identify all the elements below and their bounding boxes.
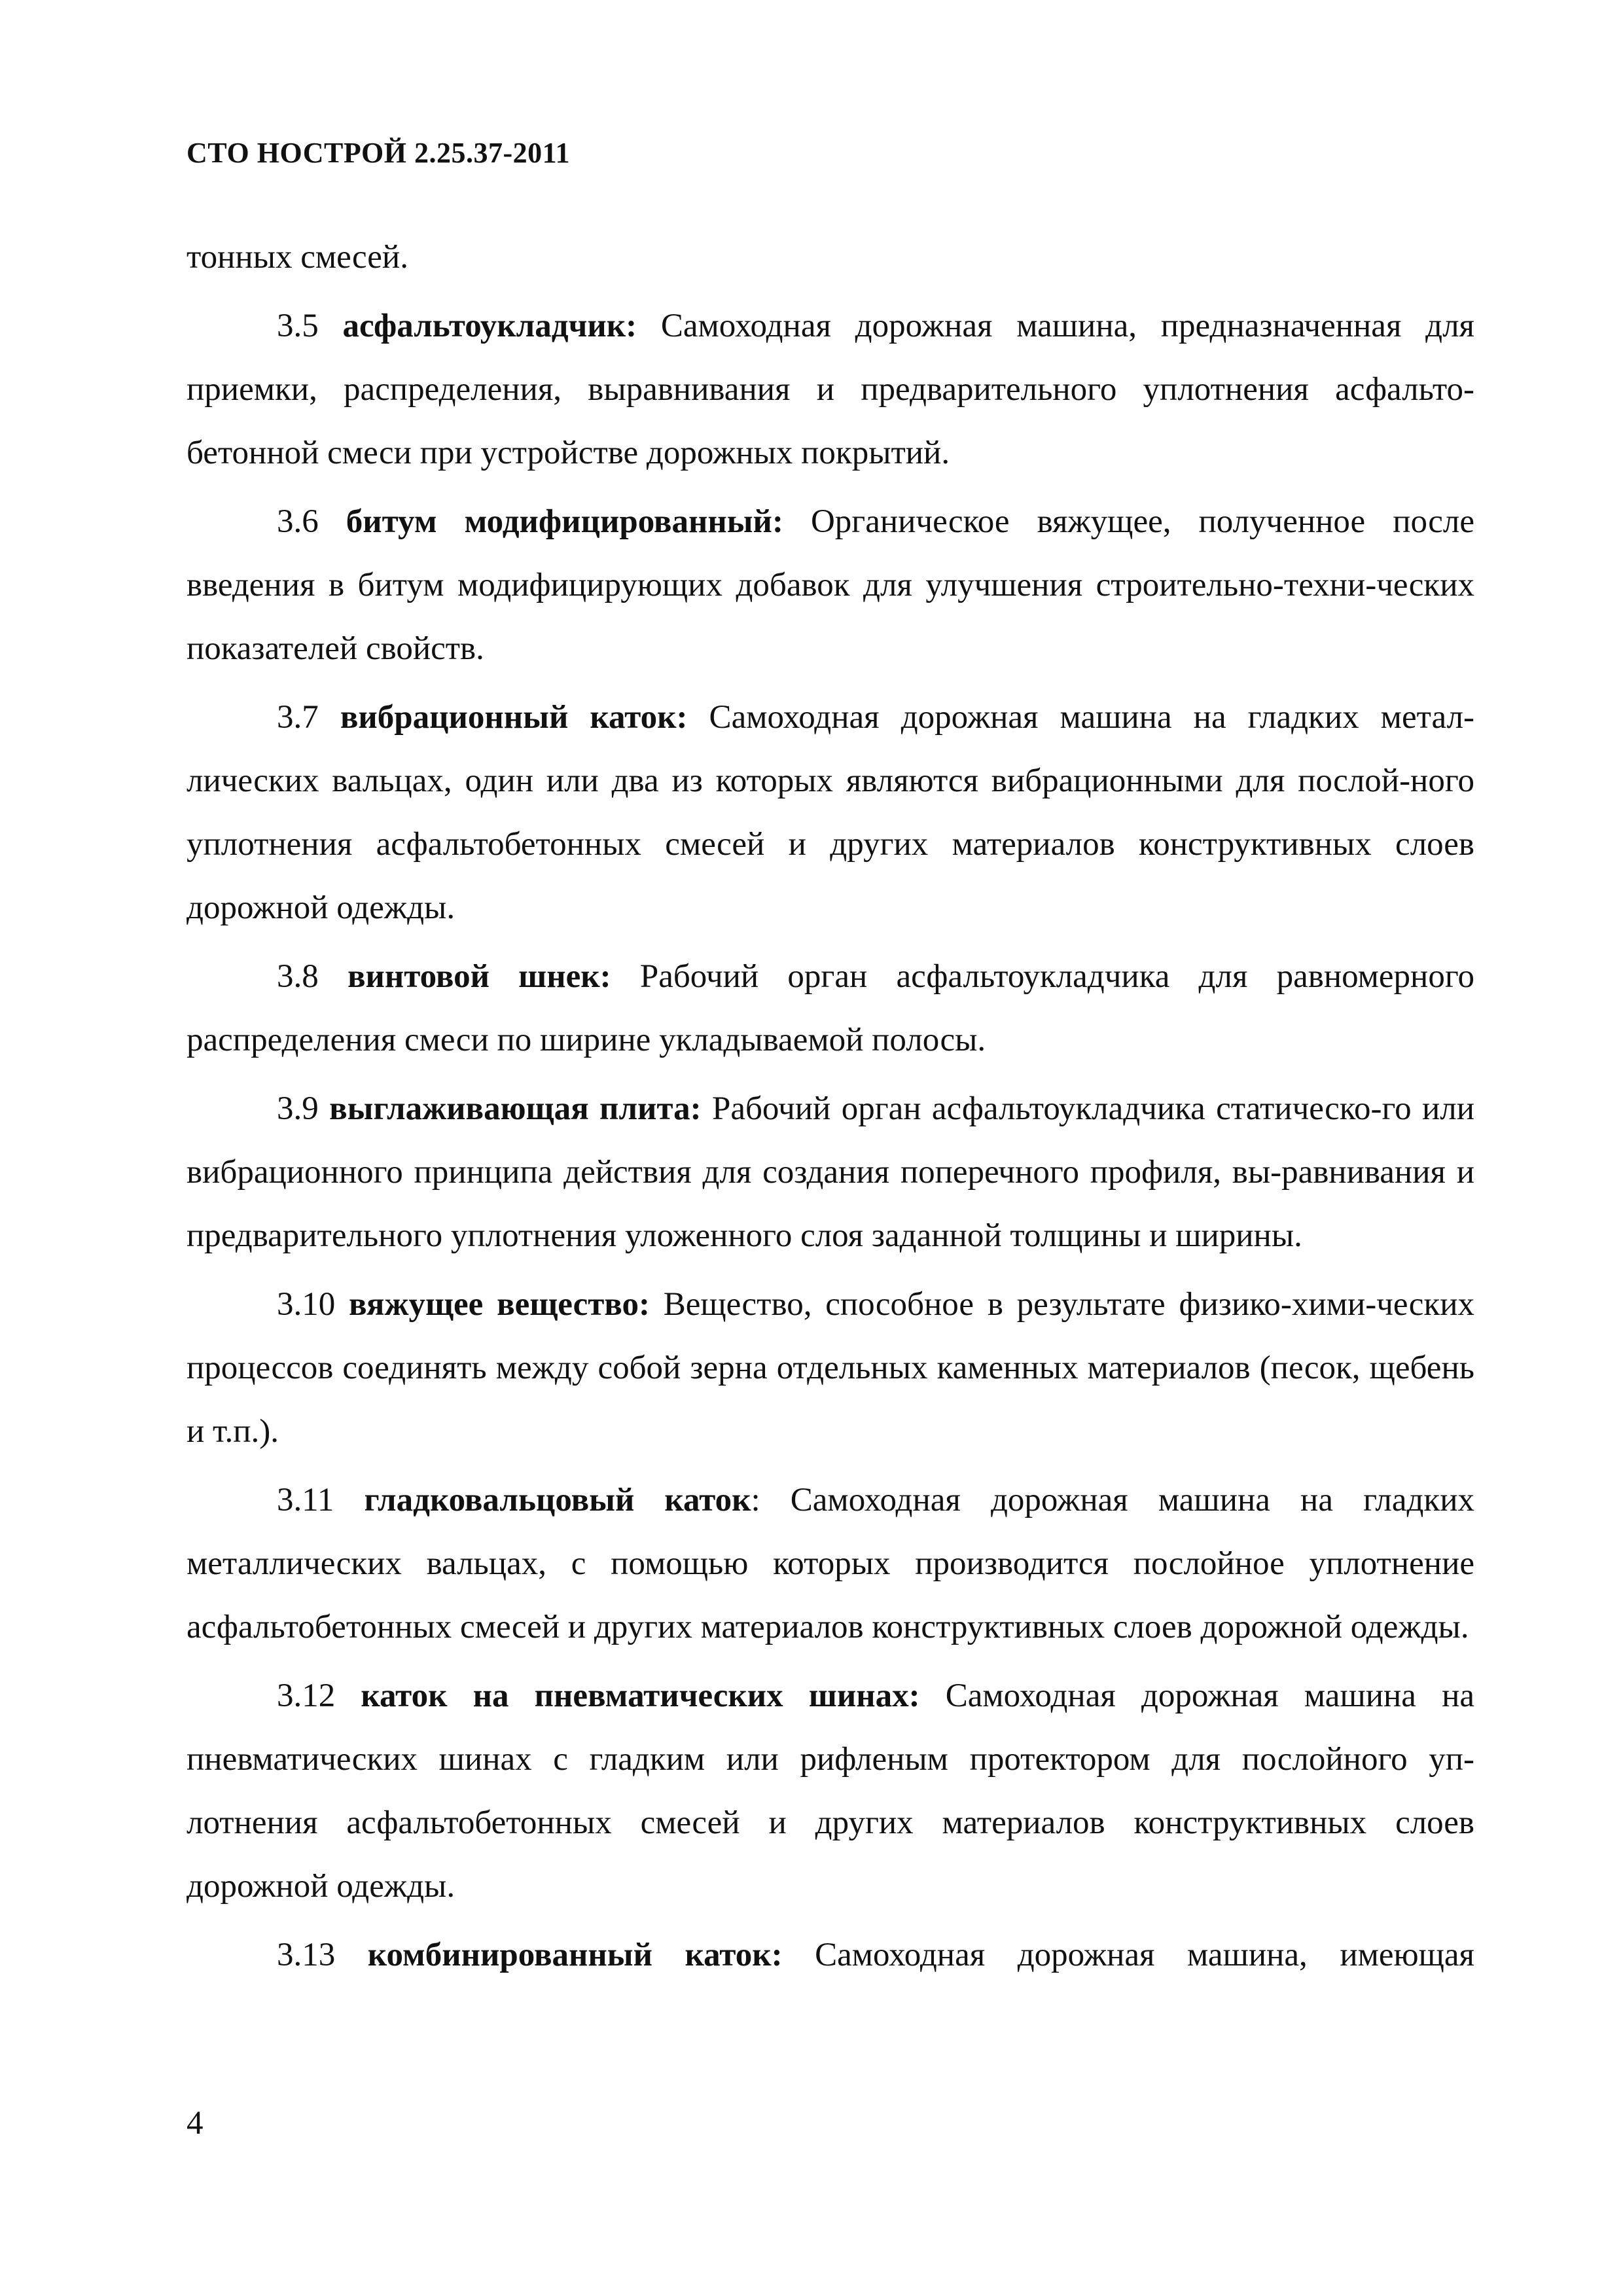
term-definition: Самоходная дорожная машина на гладких метал-лических вальцах, один или два из которых являются вибрационными для послой-ного уплотнения асфальтобетонных смесей и других материалов конструктивных слоев дорожной одежды. [187, 699, 1475, 926]
term-3-5 [187, 295, 1474, 485]
term-number: 3.11 [277, 1482, 334, 1518]
term-title: комбинированный каток: [367, 1937, 783, 1973]
term-3-9 [187, 1077, 1474, 1268]
term-definition: Органическое вяжущее, полученное после введения в битум модифицирующих добавок для улучшения строительно-техни-ческих показателей свойств. [187, 503, 1474, 667]
document-code-header: СТО НОСТРОЙ 2.25.37-2011 [187, 137, 571, 169]
term-number: 3.6 [277, 503, 319, 540]
term-definition: Самоходная дорожная машина на пневматических шинах с гладким или рифленым протектором для послойного уп-лотнения асфальтобетонных смесей и других материалов конструктивных слоев дорожной одежды. [187, 1677, 1475, 1905]
term-definition: Самоходная дорожная машина, имеющая [815, 1937, 1474, 1973]
term-3-8 [187, 945, 1474, 1072]
term-3-12 [187, 1664, 1474, 1918]
term-number: 3.9 [277, 1090, 319, 1127]
term-title: вяжущее вещество: [349, 1286, 650, 1323]
term-number: 3.10 [277, 1286, 336, 1323]
term-title: асфальтоукладчик: [342, 308, 637, 344]
term-definition: Самоходная дорожная машина, предназначенная для приемки, распределения, выравнивания и предварительного уплотнения асфальто-бетонной смеси при устройстве дорожных покрытий. [187, 308, 1474, 471]
term-number: 3.7 [277, 699, 319, 736]
term-3-13 [187, 1924, 1474, 1987]
term-number: 3.8 [277, 958, 319, 995]
term-definition: : Самоходная дорожная машина на гладких металлических вальцах, с помощью которых производится послойное уплотнение асфальтобетонных смесей и других материалов конструктивных слоев дорожной одежды. [187, 1482, 1475, 1645]
term-definition: Вещество, способное в результате физико-хими-ческих процессов соединять между собой зерна отдельных каменных материалов (песок, щебень и т.п.). [187, 1286, 1475, 1450]
term-title: вибрационный каток: [340, 699, 688, 736]
term-title: винтовой шнек: [347, 958, 611, 995]
term-title: каток на пневматических шинах: [361, 1677, 920, 1714]
term-number: 3.5 [277, 308, 319, 344]
term-3-7 [187, 686, 1474, 940]
document-body [187, 226, 1474, 1987]
term-3-6 [187, 490, 1474, 681]
term-title: битум модифицированный: [346, 503, 783, 540]
page-number: 4 [187, 2105, 204, 2142]
term-title: гладковальцовый каток [364, 1482, 751, 1518]
term-3-10 [187, 1273, 1474, 1463]
continuation-text: тонных смесей. [187, 239, 408, 276]
term-number: 3.12 [277, 1677, 336, 1714]
term-title: выглаживающая плита: [329, 1090, 702, 1127]
term-3-11 [187, 1469, 1474, 1659]
term-definition: Рабочий орган асфальтоукладчика статическо-го или вибрационного принципа действия для создания поперечного профиля, вы-равнивания и предварительного уплотнения уложенного слоя заданной толщины и ширины. [187, 1090, 1475, 1254]
term-definition: Рабочий орган асфальтоукладчика для равномерного распределения смеси по ширине укладываемой полосы. [187, 958, 1475, 1058]
term-number: 3.13 [277, 1937, 336, 1973]
